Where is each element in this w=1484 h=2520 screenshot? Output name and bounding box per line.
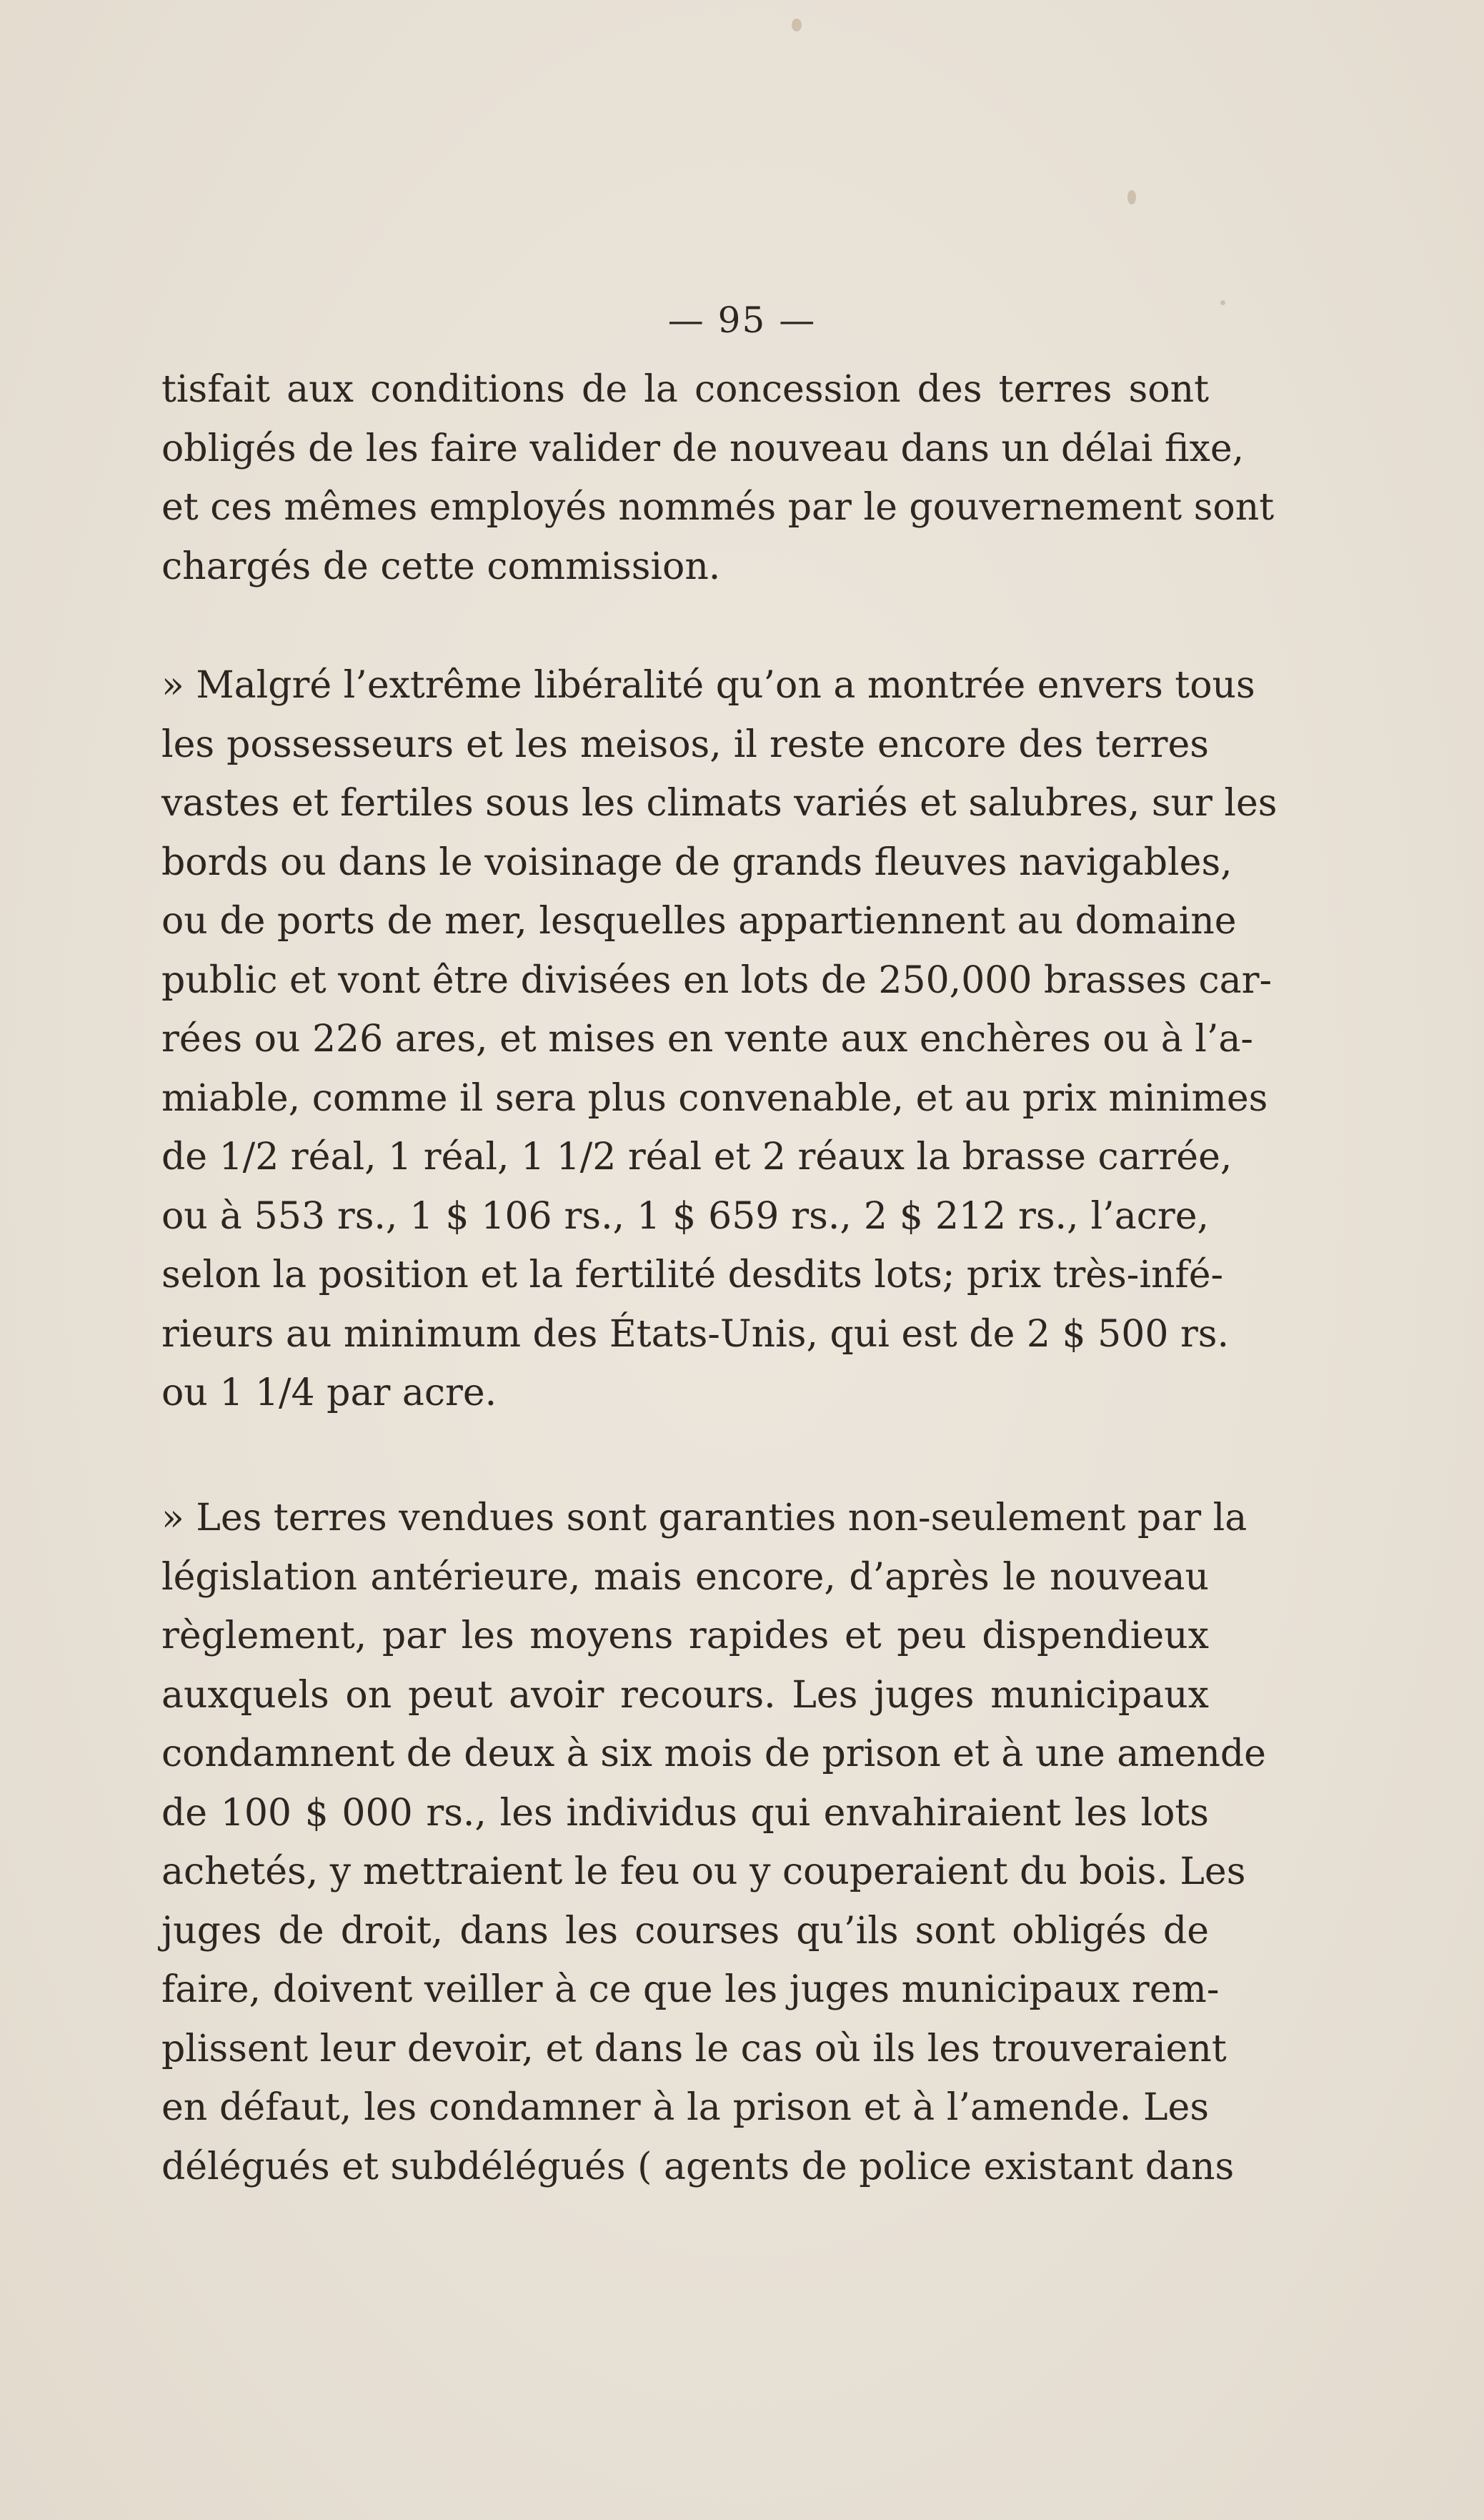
text-line: condamnent de deux à six mois de prison et à une amende bbox=[161, 1732, 1266, 1775]
paragraph-1 bbox=[161, 360, 1275, 596]
text-line: selon la position et la fertilité desdits lots; prix très-infé- bbox=[161, 1254, 1224, 1296]
text-line: délégués et subdélégués ( agents de police existant dans bbox=[161, 2145, 1235, 2188]
text-line: de 1/2 réal, 1 réal, 1 1/2 réal et 2 réaux la brasse carrée, bbox=[161, 1136, 1232, 1179]
text-line: législation antérieure, mais encore, d’après le nouveau bbox=[161, 1555, 1209, 1599]
text-line: et ces mêmes employés nommés par le gouvernement sont bbox=[161, 486, 1275, 529]
page-number: — 95 — bbox=[667, 299, 817, 341]
text-line: vastes et fertiles sous les climats variés et salubres, sur les bbox=[161, 782, 1278, 825]
paragraph-3 bbox=[161, 1489, 1266, 2196]
paper-speck bbox=[792, 19, 802, 31]
paper-speck bbox=[1127, 190, 1136, 204]
text-line: règlement, par les moyens rapides et peu dispendieux bbox=[161, 1614, 1209, 1657]
text-line: tisfait aux conditions de la concession des terres sont bbox=[161, 368, 1209, 411]
text-line: les possesseurs et les meisos, il reste encore des terres bbox=[161, 723, 1209, 766]
text-line: achetés, y mettraient le feu ou y couperaient du bois. Les bbox=[161, 1850, 1246, 1893]
paragraph-2 bbox=[161, 656, 1278, 1423]
text-line: ou de ports de mer, lesquelles appartiennent au domaine bbox=[161, 900, 1237, 943]
text-line: rées ou 226 ares, et mises en vente aux enchères ou à l’a- bbox=[161, 1018, 1253, 1061]
text-line: de 100 $ 000 rs., les individus qui envahiraient les lots bbox=[161, 1791, 1209, 1835]
text-line: ou 1 1/4 par acre. bbox=[161, 1371, 497, 1414]
text-line: ou à 553 rs., 1 $ 106 rs., 1 $ 659 rs., 2 $ 212 rs., l’acre, bbox=[161, 1194, 1209, 1238]
text-line: bords ou dans le voisinage de grands fleuves navigables, bbox=[161, 840, 1232, 884]
text-line: » Malgré l’extrême libéralité qu’on a montrée envers tous bbox=[161, 664, 1255, 707]
text-line: chargés de cette commission. bbox=[161, 545, 721, 588]
text-line: auxquels on peut avoir recours. Les juges municipaux bbox=[161, 1673, 1209, 1717]
text-line: faire, doivent veiller à ce que les juges municipaux rem- bbox=[161, 1968, 1220, 2011]
text-line: juges de droit, dans les courses qu’ils sont obligés de bbox=[161, 1909, 1209, 1953]
text-line: plissent leur devoir, et dans le cas où ils les trouveraient bbox=[161, 2027, 1227, 2070]
text-line: en défaut, les condamner à la prison et à l’amende. Les bbox=[161, 2086, 1209, 2129]
text-line: public et vont être divisées en lots de 250,000 brasses car- bbox=[161, 958, 1273, 1002]
text-line: obligés de les faire valider de nouveau dans un délai fixe, bbox=[161, 427, 1245, 470]
text-line: » Les terres vendues sont garanties non-seulement par la bbox=[161, 1497, 1248, 1539]
text-line: rieurs au minimum des États-Unis, qui est de 2 $ 500 rs. bbox=[161, 1312, 1230, 1356]
text-line: miable, comme il sera plus convenable, et au prix minimes bbox=[161, 1076, 1268, 1120]
